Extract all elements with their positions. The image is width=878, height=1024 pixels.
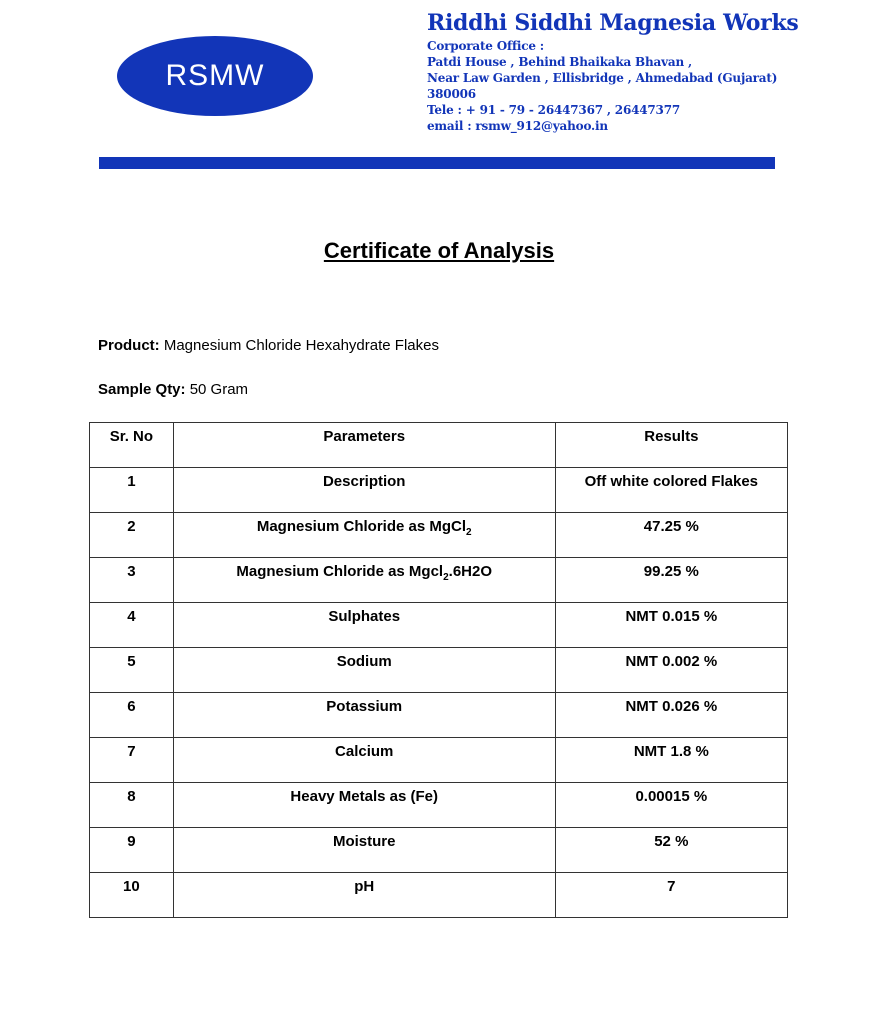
table-row	[90, 513, 788, 558]
row-sr-no: 9	[90, 828, 174, 873]
row-parameter: Sodium	[173, 648, 555, 693]
row-result: 52 %	[555, 828, 787, 873]
header-divider	[99, 157, 775, 169]
row-result: 0.00015 %	[555, 783, 787, 828]
row-result: 47.25 %	[555, 513, 787, 558]
table-row	[90, 468, 788, 513]
product-value: Magnesium Chloride Hexahydrate Flakes	[163, 337, 439, 354]
table-row	[90, 873, 788, 918]
logo-text: RSMW	[165, 59, 265, 92]
address-line-2: Near Law Garden , Ellisbridge , Ahmedabad (Gujarat)	[427, 71, 778, 85]
phone-number: Tele : + 91 - 79 - 26447367 , 26447377	[427, 103, 680, 117]
row-parameter: Heavy Metals as (Fe)	[173, 783, 555, 828]
table-row	[90, 828, 788, 873]
row-parameter: Sulphates	[173, 603, 555, 648]
row-result: NMT 0.002 %	[555, 648, 787, 693]
row-parameter: Moisture	[173, 828, 555, 873]
table-row	[90, 783, 788, 828]
table-row	[90, 693, 788, 738]
company-name: Riddhi Siddhi Magnesia Works	[427, 10, 799, 36]
table-row	[90, 603, 788, 648]
header-parameters: Parameters	[173, 423, 555, 468]
row-parameter: Magnesium Chloride as MgCl$_2$	[173, 513, 555, 558]
company-letterhead	[427, 10, 867, 134]
table-row	[90, 738, 788, 783]
row-parameter: Description	[173, 468, 555, 513]
header-results: Results	[555, 423, 787, 468]
row-result: NMT 1.8 %	[555, 738, 787, 783]
sample-qty-field	[98, 381, 248, 398]
row-result: NMT 0.015 %	[555, 603, 787, 648]
table-header-row	[90, 423, 788, 468]
analysis-table	[89, 422, 788, 918]
header-sr-no: Sr. No	[90, 423, 174, 468]
company-logo	[117, 36, 313, 116]
sample-qty-label: Sample Qty:	[98, 381, 186, 398]
row-sr-no: 3	[90, 558, 174, 603]
row-result: NMT 0.026 %	[555, 693, 787, 738]
product-label: Product:	[98, 337, 160, 354]
row-sr-no: 4	[90, 603, 174, 648]
document-title: Certificate of Analysis	[323, 238, 555, 263]
row-parameter: Calcium	[173, 738, 555, 783]
sample-qty-value: 50 Gram	[189, 381, 249, 398]
row-result: 7	[555, 873, 787, 918]
row-sr-no: 1	[90, 468, 174, 513]
address-line-1: Patdi House , Behind Bhaikaka Bhavan ,	[427, 55, 692, 69]
table-row	[90, 648, 788, 693]
row-sr-no: 2	[90, 513, 174, 558]
email-address: email : rsmw_912@yahoo.in	[427, 119, 608, 133]
row-parameter: pH	[173, 873, 555, 918]
row-parameter: Magnesium Chloride as Mgcl$_2$.6H2O	[173, 558, 555, 603]
row-sr-no: 10	[90, 873, 174, 918]
row-sr-no: 8	[90, 783, 174, 828]
row-sr-no: 7	[90, 738, 174, 783]
product-field	[98, 337, 439, 354]
row-sr-no: 5	[90, 648, 174, 693]
postal-code: 380006	[427, 87, 476, 101]
row-sr-no: 6	[90, 693, 174, 738]
office-label: Corporate Office :	[427, 39, 545, 53]
row-result: 99.25 %	[555, 558, 787, 603]
row-result: Off white colored Flakes	[555, 468, 787, 513]
table-row	[90, 558, 788, 603]
row-parameter: Potassium	[173, 693, 555, 738]
